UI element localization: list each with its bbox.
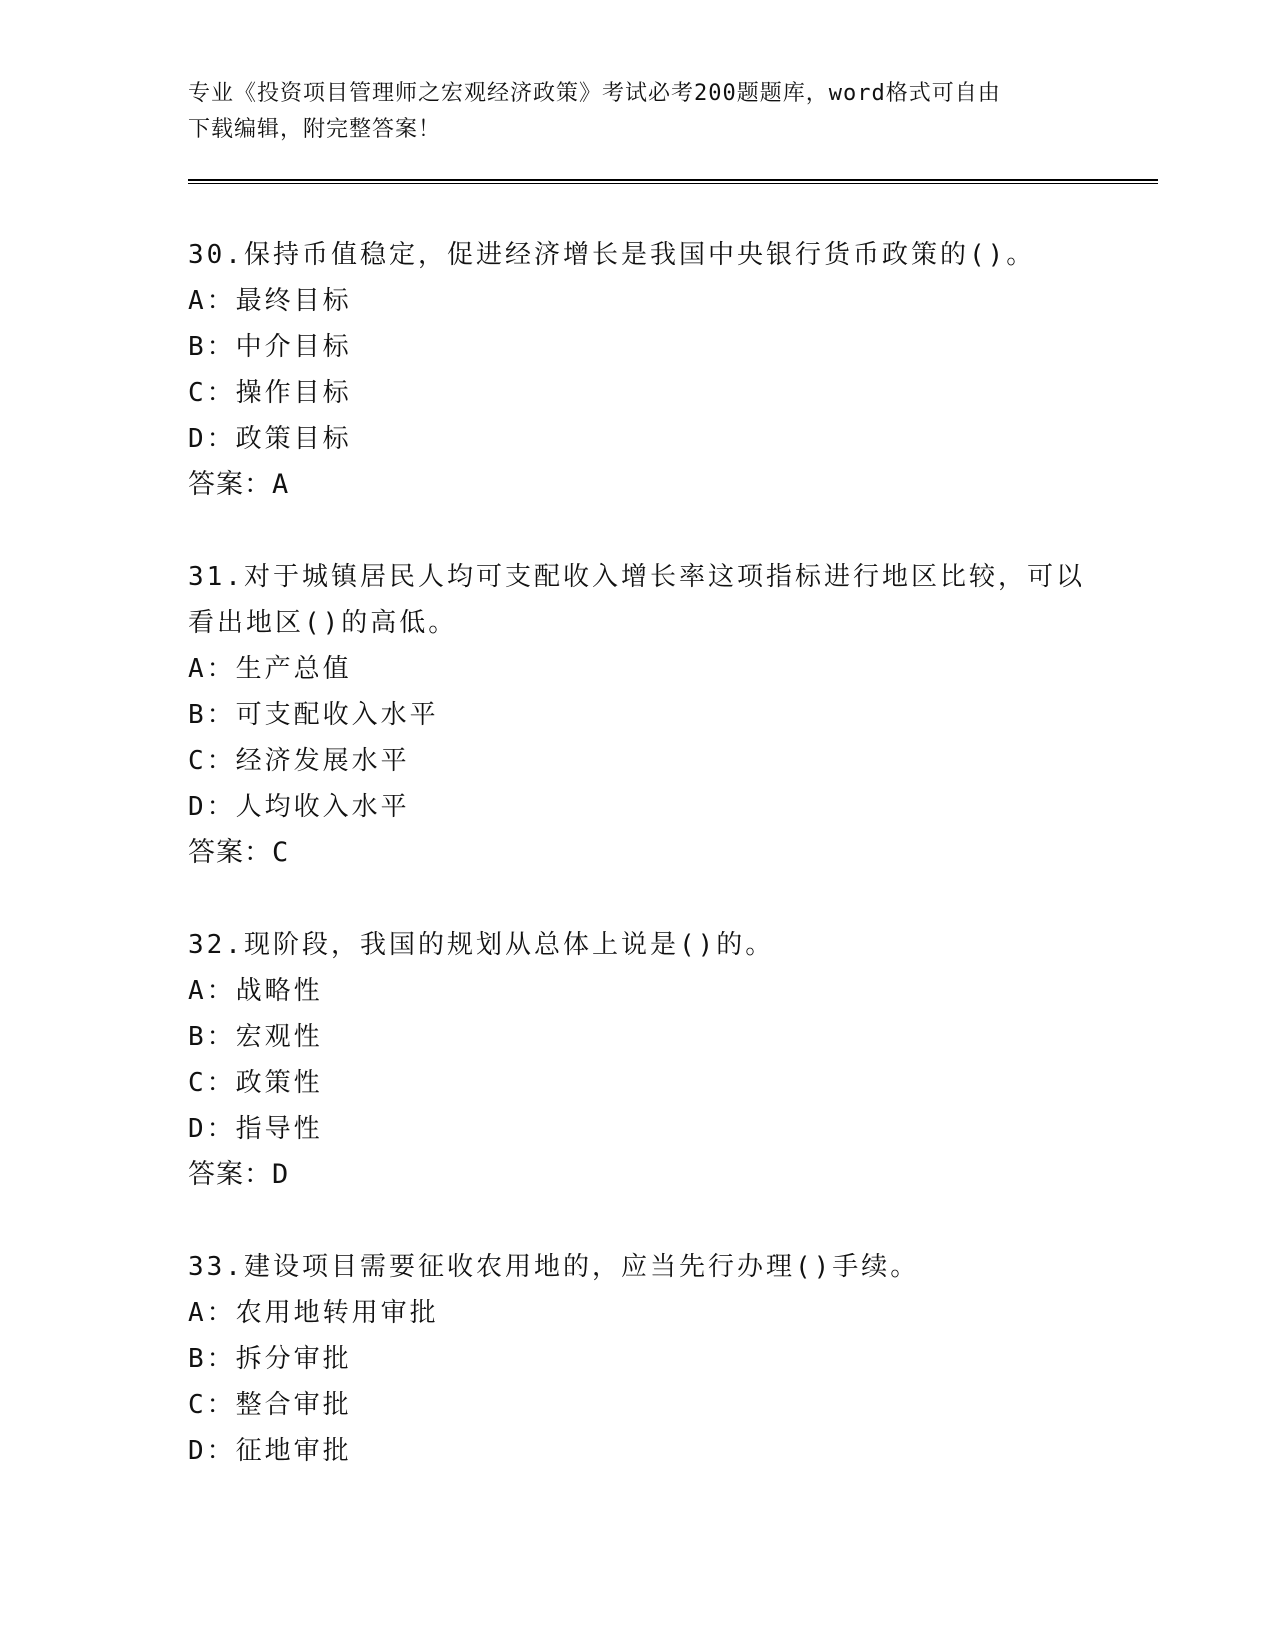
option-d: D：征地审批: [188, 1436, 352, 1466]
option-a: A：农用地转用审批: [188, 1298, 439, 1328]
option-c: C：整合审批: [188, 1390, 352, 1420]
question-33: [188, 1244, 1088, 1474]
question-stem: 32.现阶段，我国的规划从总体上说是()的。: [188, 930, 775, 960]
option-c: C：政策性: [188, 1068, 323, 1098]
answer-line: 答案：A: [188, 469, 290, 500]
answer-line: 答案：C: [188, 837, 290, 868]
option-c: C：经济发展水平: [188, 746, 410, 776]
option-d: D：政策目标: [188, 424, 352, 454]
question-list: [188, 232, 1088, 1520]
option-d: D：人均收入水平: [188, 792, 410, 822]
question-stem: 30.保持币值稳定，促进经济增长是我国中央银行货币政策的()。: [188, 240, 1036, 270]
question-30: [188, 232, 1088, 508]
question-stem-continued: 看出地区()的高低。: [188, 608, 458, 638]
header-line-2: 下载编辑，附完整答案！: [188, 117, 442, 142]
header-divider: [188, 179, 1158, 184]
header-line-1: 专业《投资项目管理师之宏观经济政策》考试必考200题题库，word格式可自由: [188, 81, 1001, 106]
question-stem: 33.建设项目需要征收农用地的，应当先行办理()手续。: [188, 1252, 920, 1282]
document-header: [188, 76, 1088, 148]
question-stem: 31.对于城镇居民人均可支配收入增长率这项指标进行地区比较，可以: [188, 562, 1085, 592]
option-b: B：宏观性: [188, 1022, 323, 1052]
option-c: C：操作目标: [188, 378, 352, 408]
option-d: D：指导性: [188, 1114, 323, 1144]
answer-line: 答案：D: [188, 1159, 290, 1190]
question-31: [188, 554, 1088, 876]
option-a: A：生产总值: [188, 654, 352, 684]
option-b: B：中介目标: [188, 332, 352, 362]
question-32: [188, 922, 1088, 1198]
option-b: B：拆分审批: [188, 1344, 352, 1374]
option-b: B：可支配收入水平: [188, 700, 439, 730]
option-a: A：最终目标: [188, 286, 352, 316]
option-a: A：战略性: [188, 976, 323, 1006]
